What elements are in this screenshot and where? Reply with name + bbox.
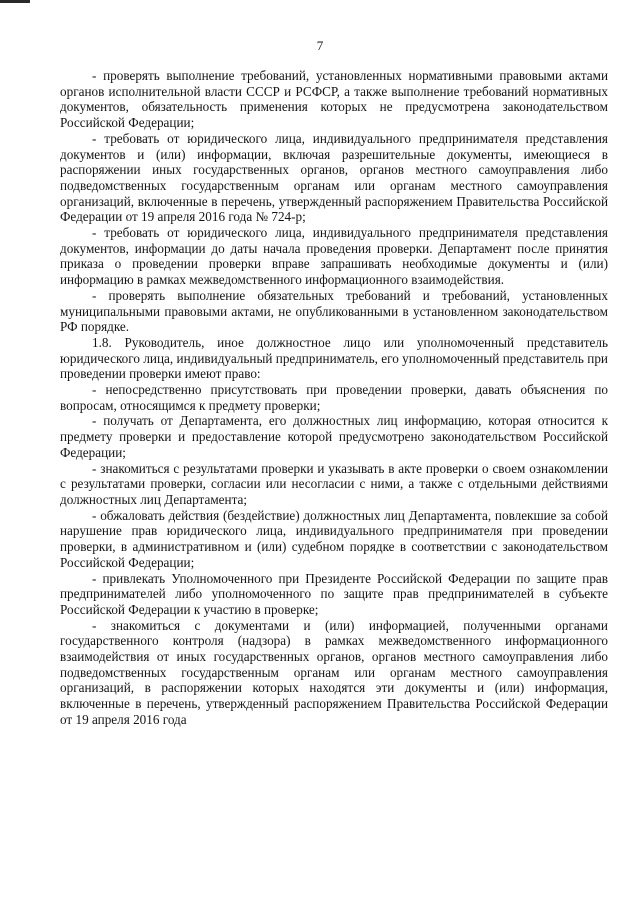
paragraph: - привлекать Уполномоченного при Президенте Российской Федерации по защите прав предпринимателей либо уполномоченного по защите прав предпринимателей в субъекте Российской Федерации к участию в проверке;	[60, 570, 608, 617]
paragraph: - проверять выполнение обязательных требований и требований, установленных муниципальными правовыми актами, не опубликованными в установленном законодательством РФ порядке.	[60, 287, 608, 335]
paragraph: - знакомиться с документами и (или) информацией, полученными органами государственного контроля (надзора) в рамках межведомственного информационного взаимодействия от иных государственных органов, органов местного самоуправления либо подведомственных государственным органам или органам местного самоуправления организаций, в распоряжении которых находятся эти документы и (или) информация, включенные в перечень, утвержденный распоряжением Правительства Российской Федерации от 19 апреля 2016 года	[60, 617, 608, 727]
corner-scan-mark	[0, 0, 30, 3]
paragraph-section-1-8: 1.8. Руководитель, иное должностное лицо или уполномоченный представитель юридического лица, индивидуальный предприниматель, его уполномоченный представитель при проведении проверки имеют право:	[60, 334, 608, 382]
page-number: 7	[316, 38, 324, 53]
paragraph: - непосредственно присутствовать при проведении проверки, давать объяснения по вопросам, относящимся к предмету проверки;	[60, 382, 608, 413]
paragraph: - получать от Департамента, его должностных лиц информацию, которая относится к предмету проверки и предоставление которой предусмотрено законодательством Российской Федерации;	[60, 413, 608, 460]
paragraph: - знакомиться с результатами проверки и указывать в акте проверки о своем ознакомлении с результатами проверки, согласии или несогласии с ними, а также с отдельными действиями должностных лиц Департамента;	[60, 460, 608, 507]
paragraph: - требовать от юридического лица, индивидуального предпринимателя представления документов, информации до даты начала проведения проверки. Департамент после принятия приказа о проведении проверки вправе запрашивать необходимые документы и (или) информацию в рамках межведомственного информационного взаимодействия.	[60, 225, 608, 288]
paragraph: - проверять выполнение требований, установленных нормативными правовыми актами органов исполнительной власти СССР и РСФСР, а также выполнение требований нормативных документов, обязательность применения которых не предусмотрена законодательством Российской Федерации;	[60, 68, 608, 131]
document-body	[60, 68, 608, 728]
paragraph: - обжаловать действия (бездействие) должностных лиц Департамента, повлекшие за собой нарушение прав юридического лица, индивидуального предпринимателя при проведении проверки, в административном и (или) судебном порядке в соответствии с законодательством Российской Федерации;	[60, 507, 608, 570]
paragraph: - требовать от юридического лица, индивидуального предпринимателя представления документов и (или) информации, включая разрешительные документы, имеющиеся в распоряжении иных государственных органов, органов местного самоуправления либо подведомственных государственным органам или органам местного самоуправления организаций, включенные в перечень, утвержденный распоряжением Правительства Российской Федерации от 19 апреля 2016 года № 724-р;	[60, 130, 608, 225]
